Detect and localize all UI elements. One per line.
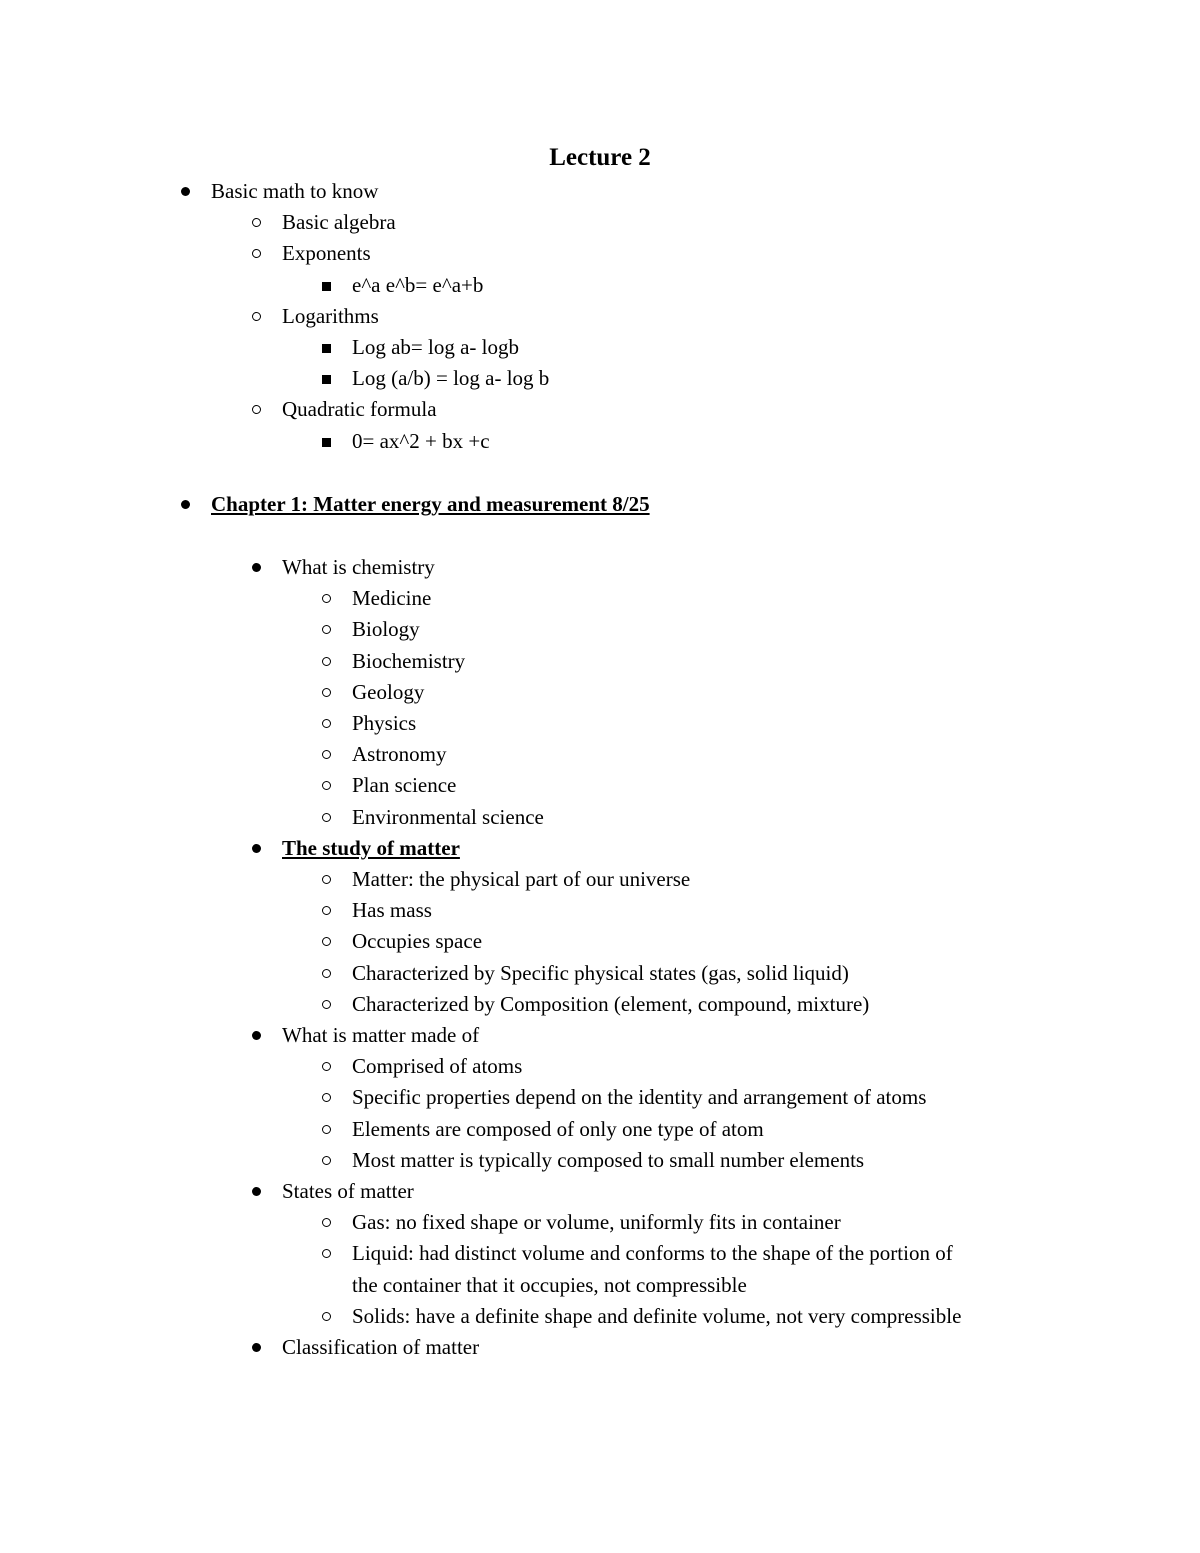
outline-item-text: Exponents xyxy=(282,241,371,265)
square-bullet-icon xyxy=(316,426,336,447)
circle-bullet-icon xyxy=(246,301,266,321)
circle-bullet-icon xyxy=(316,1114,336,1134)
disc-bullet-icon xyxy=(175,176,195,196)
circle-bullet-icon xyxy=(316,1207,336,1227)
outline-item xyxy=(0,583,1200,614)
circle-bullet-icon xyxy=(316,677,336,697)
square-bullet-icon xyxy=(316,270,336,291)
outline-item xyxy=(0,646,1200,677)
outline-item-text: Elements are composed of only one type of atom xyxy=(352,1117,764,1141)
circle-bullet-icon xyxy=(316,583,336,603)
outline-item-text: Biochemistry xyxy=(352,649,466,673)
outline-item-text: Most matter is typically composed to small number elements xyxy=(352,1148,865,1172)
outline-item xyxy=(0,394,1200,425)
circle-bullet-icon xyxy=(316,1238,336,1258)
outline-item xyxy=(0,176,1200,207)
circle-bullet-icon xyxy=(316,989,336,1009)
square-bullet-icon xyxy=(316,363,336,384)
disc-bullet-icon xyxy=(246,1020,266,1040)
outline-item xyxy=(0,426,1200,457)
outline-item xyxy=(0,552,1200,583)
outline-item xyxy=(0,895,1200,926)
outline-item xyxy=(0,614,1200,645)
outline-item-text: Characterized by Specific physical states (gas, solid liquid) xyxy=(352,961,849,985)
outline-item-text: Solids: have a definite shape and definite volume, not very compressible xyxy=(352,1304,962,1328)
outline-item xyxy=(0,770,1200,801)
disc-bullet-icon xyxy=(246,1332,266,1352)
circle-bullet-icon xyxy=(316,770,336,790)
circle-bullet-icon xyxy=(316,864,336,884)
disc-bullet-icon xyxy=(246,1176,266,1196)
outline-item xyxy=(0,489,1200,520)
outline-item-text: Comprised of atoms xyxy=(352,1054,523,1078)
circle-bullet-icon xyxy=(316,1051,336,1071)
outline-item xyxy=(0,1082,1200,1113)
circle-bullet-icon xyxy=(316,1082,336,1102)
circle-bullet-icon xyxy=(316,895,336,915)
outline-item xyxy=(0,238,1200,269)
outline-item-text: Basic math to know xyxy=(211,179,379,203)
outline-item xyxy=(0,301,1200,332)
outline-item-text: Medicine xyxy=(352,586,432,610)
outline-item xyxy=(0,1051,1200,1082)
outline-item xyxy=(0,1114,1200,1145)
outline-item-text: Plan science xyxy=(352,773,457,797)
outline-item-text: Physics xyxy=(352,711,417,735)
circle-bullet-icon xyxy=(246,238,266,258)
outline-item xyxy=(0,1270,1200,1301)
circle-bullet-icon xyxy=(316,802,336,822)
circle-bullet-icon xyxy=(316,926,336,946)
circle-bullet-icon xyxy=(316,1145,336,1165)
square-bullet-icon xyxy=(316,332,336,353)
outline-item xyxy=(0,708,1200,739)
outline-item-text: Basic algebra xyxy=(282,210,396,234)
outline-item-text: What is chemistry xyxy=(282,555,435,579)
page-title: Lecture 2 xyxy=(549,144,651,171)
outline-item-text: Chapter 1: Matter energy and measurement 8/25 xyxy=(211,492,650,516)
outline-item xyxy=(0,1176,1200,1207)
circle-bullet-icon xyxy=(316,646,336,666)
outline-item-text: Has mass xyxy=(352,898,432,922)
outline-item-text: 0= ax^2 + bx +c xyxy=(352,429,490,453)
circle-bullet-icon xyxy=(316,1301,336,1321)
outline-item xyxy=(0,1301,1200,1332)
outline-item xyxy=(0,1332,1200,1363)
outline-item-text: Matter: the physical part of our universe xyxy=(352,867,691,891)
outline-item xyxy=(0,1238,1200,1269)
outline-item xyxy=(0,1145,1200,1176)
outline-item xyxy=(0,363,1200,394)
circle-bullet-icon xyxy=(246,394,266,414)
disc-bullet-icon xyxy=(246,552,266,572)
outline-item-text: Specific properties depend on the identity and arrangement of atoms xyxy=(352,1085,927,1109)
outline-item-text: Quadratic formula xyxy=(282,397,437,421)
outline-item-text: Characterized by Composition (element, compound, mixture) xyxy=(352,992,870,1016)
outline-item-text: the container that it occupies, not compressible xyxy=(352,1273,747,1297)
outline-item xyxy=(0,864,1200,895)
outline-item xyxy=(0,926,1200,957)
disc-bullet-icon xyxy=(175,489,195,509)
outline-item xyxy=(0,332,1200,363)
outline-item xyxy=(0,677,1200,708)
circle-bullet-icon xyxy=(316,958,336,978)
outline-item-text: Astronomy xyxy=(352,742,447,766)
outline-item-text: States of matter xyxy=(282,1179,414,1203)
circle-bullet-icon xyxy=(316,739,336,759)
outline-item-text: Environmental science xyxy=(352,805,544,829)
outline-item-text: Geology xyxy=(352,680,425,704)
outline-item-text: What is matter made of xyxy=(282,1023,480,1047)
outline-item xyxy=(0,802,1200,833)
outline-item-text: Liquid: had distinct volume and conforms to the shape of the portion of xyxy=(352,1241,953,1265)
circle-bullet-icon xyxy=(316,614,336,634)
outline-item-text: e^a e^b= e^a+b xyxy=(352,273,484,297)
outline-item xyxy=(0,833,1200,864)
circle-bullet-icon xyxy=(246,207,266,227)
outline-item-text: Log ab= log a- logb xyxy=(352,335,519,359)
outline-item-text: Occupies space xyxy=(352,929,483,953)
outline-item xyxy=(0,207,1200,238)
outline-item-text: Biology xyxy=(352,617,420,641)
outline-item xyxy=(0,989,1200,1020)
outline-item xyxy=(0,958,1200,989)
outline-item-text: Logarithms xyxy=(282,304,379,328)
outline-item-text: The study of matter xyxy=(282,836,460,860)
outline-item-text: Log (a/b) = log a- log b xyxy=(352,366,550,390)
outline-item xyxy=(0,1207,1200,1238)
outline-item-text: Gas: no fixed shape or volume, uniformly fits in container xyxy=(352,1210,841,1234)
circle-bullet-icon xyxy=(316,708,336,728)
outline-item xyxy=(0,1020,1200,1051)
outline-item xyxy=(0,270,1200,301)
outline-item xyxy=(0,739,1200,770)
disc-bullet-icon xyxy=(246,833,266,853)
outline-item-text: Classification of matter xyxy=(282,1335,480,1359)
